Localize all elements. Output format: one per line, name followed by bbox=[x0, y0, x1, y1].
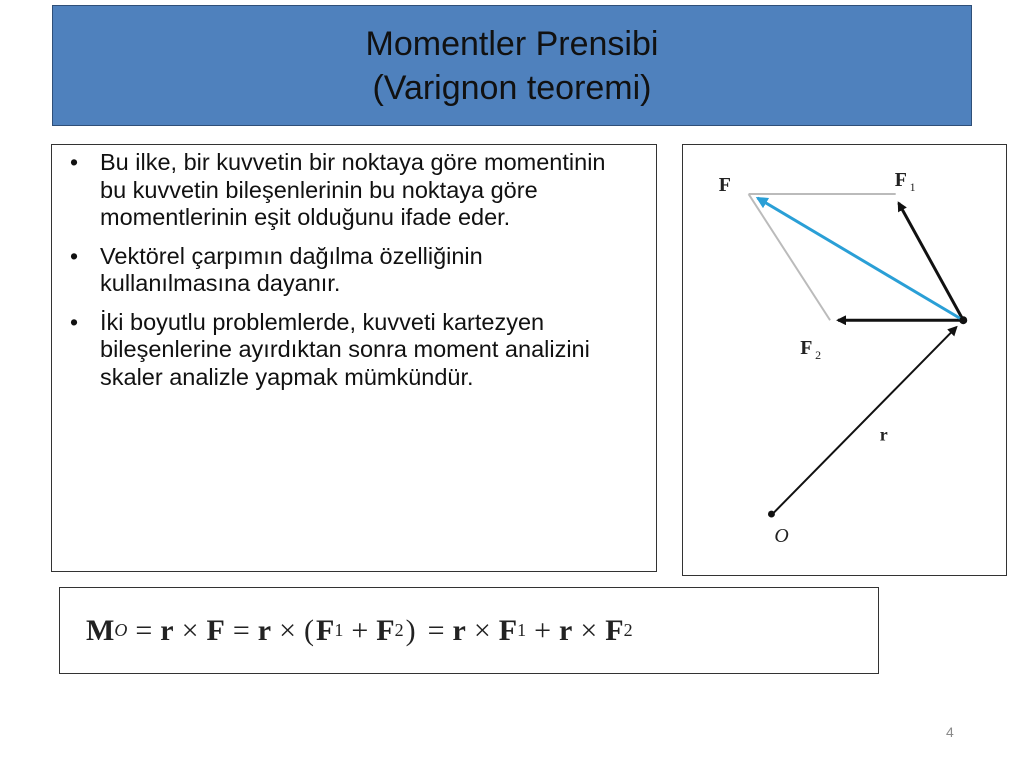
formula-plus: + bbox=[534, 613, 551, 647]
formula-cross: × bbox=[580, 613, 598, 647]
formula-f: F bbox=[206, 613, 225, 647]
formula-r: r bbox=[257, 613, 272, 647]
bullet-item bbox=[62, 243, 638, 298]
parallelogram-edge-left bbox=[749, 194, 830, 320]
label-f2-sub: 2 bbox=[815, 348, 822, 363]
origin-point bbox=[768, 511, 775, 518]
bullet-icon: • bbox=[70, 242, 79, 269]
formula-f1: F bbox=[316, 613, 335, 647]
formula-equals: = bbox=[232, 613, 250, 647]
varignon-formula bbox=[59, 587, 879, 674]
formula-f1-sub: 1 bbox=[334, 620, 344, 640]
formula-f2: F bbox=[376, 613, 395, 647]
vector-diagram-svg bbox=[683, 145, 1006, 575]
formula-f2: F bbox=[605, 613, 624, 647]
page-number: 4 bbox=[946, 724, 954, 740]
label-f1: F bbox=[894, 169, 907, 192]
bullet-icon: • bbox=[70, 149, 79, 175]
label-f2: F bbox=[800, 337, 813, 360]
formula-equals: = bbox=[135, 613, 153, 647]
formula-r: r bbox=[452, 613, 466, 647]
formula-r: r bbox=[160, 613, 174, 647]
formula-cross: × bbox=[473, 613, 491, 647]
formula-cross: × bbox=[181, 613, 199, 647]
label-f1-sub: 1 bbox=[909, 180, 916, 195]
formula-m: M bbox=[86, 613, 115, 647]
formula-f2-sub: 2 bbox=[623, 620, 633, 640]
formula-f1: F bbox=[498, 613, 518, 647]
formula-r: r bbox=[559, 613, 573, 647]
resultant-force-f bbox=[758, 198, 964, 320]
bullet-icon: • bbox=[70, 308, 79, 335]
bullet-list bbox=[62, 149, 638, 391]
label-f: F bbox=[718, 174, 731, 197]
formula-lparen: ( bbox=[304, 613, 314, 647]
title-line-1: Momentler Prensibi bbox=[365, 24, 659, 63]
varignon-diagram bbox=[682, 144, 1007, 576]
bullet-item bbox=[62, 149, 638, 232]
formula-equals: = bbox=[427, 613, 445, 647]
title-line-2: (Varignon teoremi) bbox=[372, 68, 652, 107]
label-r: r bbox=[879, 424, 888, 445]
application-point bbox=[959, 316, 967, 324]
formula-plus: + bbox=[351, 613, 369, 647]
bullet-item bbox=[62, 309, 638, 392]
bullet-text: Vektörel çarpımın dağılma özelliğinin kullanılmasına dayanır. bbox=[100, 242, 483, 296]
bullet-text: Bu ilke, bir kuvvetin bir noktaya göre momentinin bu kuvvetin bileşenlerinin bu noktaya göre momentlerinin eşit olduğunu ifade eder. bbox=[100, 149, 606, 230]
bullet-text: İki boyutlu problemlerde, kuvveti kartezyen bileşenlerine ayırdıktan sonra moment analizini skaler analizle yapmak mümkündür. bbox=[100, 308, 590, 390]
formula-cross: × bbox=[279, 613, 296, 647]
formula-f1-sub: 1 bbox=[517, 620, 527, 640]
bullet-text-box bbox=[51, 144, 657, 572]
slide-title bbox=[52, 5, 972, 126]
formula-rparen: ) bbox=[405, 613, 416, 647]
formula-m-sub: O bbox=[114, 620, 128, 640]
label-o: O bbox=[774, 524, 789, 547]
formula-f2-sub: 2 bbox=[394, 620, 404, 640]
